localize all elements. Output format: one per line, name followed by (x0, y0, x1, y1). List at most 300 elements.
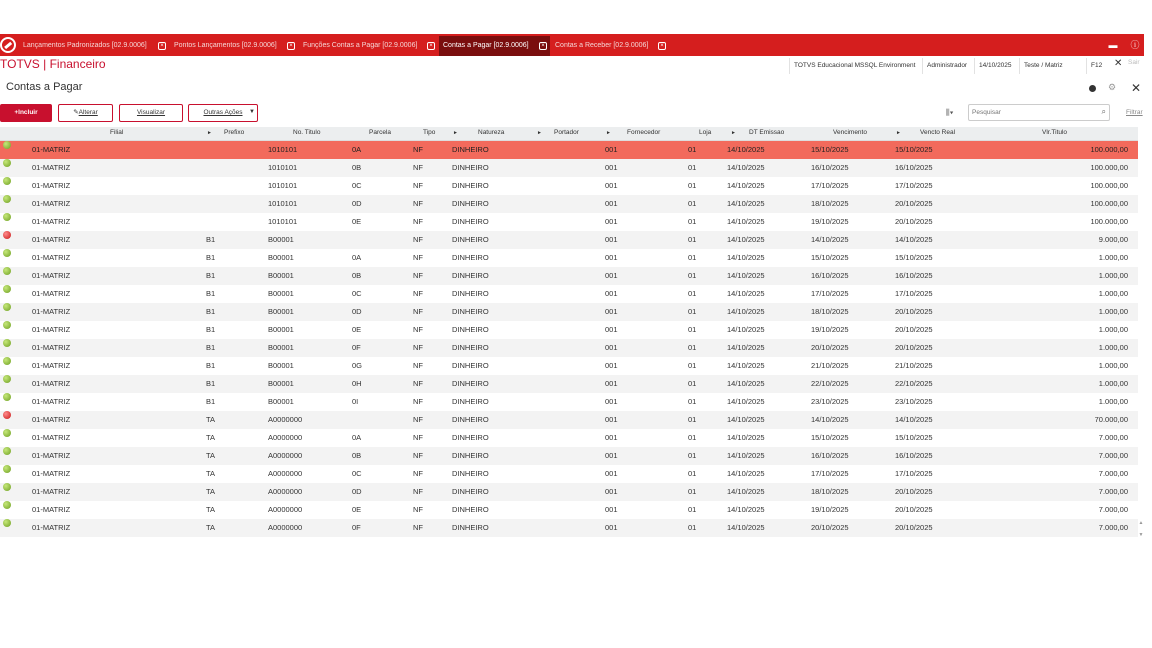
col-header-fornecedor[interactable]: Fornecedor (627, 129, 661, 136)
cell-natureza: DINHEIRO (452, 397, 489, 406)
cell-parcela: 0A (352, 433, 362, 442)
cell-loja: 01 (688, 217, 697, 226)
sort-arrow-icon[interactable]: ► (453, 130, 458, 136)
cell-tipo: NF (413, 145, 423, 154)
scroll-up-icon[interactable]: ▲ (1138, 520, 1144, 526)
cell-tipo: NF (413, 379, 423, 388)
incluir-label: Incluir (18, 109, 38, 116)
cell-emissao: 14/10/2025 (727, 487, 765, 496)
cell-vencto-real: 16/10/2025 (895, 271, 933, 280)
cell-titulo: A0000000 (268, 433, 303, 442)
cell-vencto-real: 17/10/2025 (895, 289, 933, 298)
table-row[interactable] (0, 339, 1138, 357)
cell-vencto-real: 23/10/2025 (895, 397, 933, 406)
cell-titulo: A0000000 (268, 523, 303, 532)
cell-titulo: 1010101 (268, 163, 298, 172)
outras-acoes-label: Outras Ações (203, 109, 243, 116)
message-icon[interactable]: ▬ (1108, 40, 1118, 50)
cell-parcela: 0E (352, 505, 362, 514)
cell-emissao: 14/10/2025 (727, 217, 765, 226)
cell-valor: 1.000,00 (1098, 325, 1128, 334)
cell-parcela: 0E (352, 217, 362, 226)
cell-fornecedor: 001 (605, 379, 618, 388)
cell-natureza: DINHEIRO (452, 415, 489, 424)
cell-fornecedor: 001 (605, 523, 618, 532)
cell-tipo: NF (413, 253, 423, 262)
status-green-icon (3, 393, 11, 401)
cell-tipo: NF (413, 181, 423, 190)
status-environment: TOTVS Educacional MSSQL Environment (789, 58, 919, 74)
table-row[interactable] (0, 357, 1138, 375)
pencil-icon: ✎ (73, 109, 79, 116)
table-row[interactable] (0, 141, 1138, 159)
visualizar-button[interactable] (119, 104, 183, 122)
status-red-icon (3, 411, 11, 419)
cell-fornecedor: 001 (605, 163, 618, 172)
cell-vencimento: 15/10/2025 (811, 253, 849, 262)
table-row[interactable] (0, 213, 1138, 231)
cell-vencimento: 18/10/2025 (811, 307, 849, 316)
cell-loja: 01 (688, 433, 697, 442)
status-green-icon (3, 267, 11, 275)
exit-link[interactable]: Sair (1128, 59, 1140, 66)
tab-contas-a-receber[interactable] (551, 38, 669, 54)
scroll-down-icon[interactable]: ▼ (1138, 532, 1144, 538)
cell-vencto-real: 22/10/2025 (895, 379, 933, 388)
col-header-filial[interactable]: Filial (110, 129, 124, 136)
cell-fornecedor: 001 (605, 289, 618, 298)
table-row[interactable] (0, 465, 1138, 483)
table-row[interactable] (0, 483, 1138, 501)
status-green-icon (3, 429, 11, 437)
cell-filial: 01-MATRIZ (32, 181, 71, 190)
cell-natureza: DINHEIRO (452, 271, 489, 280)
status-green-icon (3, 519, 11, 527)
cell-titulo: B00001 (268, 397, 294, 406)
cell-tipo: NF (413, 199, 423, 208)
cell-filial: 01-MATRIZ (32, 271, 71, 280)
cell-titulo: A0000000 (268, 487, 303, 496)
tab-label: Contas a Pagar [02.9.0006] (443, 42, 529, 49)
cell-vencto-real: 20/10/2025 (895, 199, 933, 208)
cell-parcela: 0C (352, 469, 362, 478)
cell-parcela: 0D (352, 307, 362, 316)
cell-titulo: A0000000 (268, 451, 303, 460)
cell-parcela: 0D (352, 487, 362, 496)
cell-valor: 100.000,00 (1090, 145, 1128, 154)
cell-tipo: NF (413, 217, 423, 226)
cell-valor: 9.000,00 (1098, 235, 1128, 244)
cell-filial: 01-MATRIZ (32, 415, 71, 424)
cell-vencimento: 20/10/2025 (811, 523, 849, 532)
col-header-valor[interactable]: Vlr.Titulo (1042, 129, 1068, 136)
cell-fornecedor: 001 (605, 487, 618, 496)
cell-fornecedor: 001 (605, 433, 618, 442)
gear-icon[interactable]: ⚙ (1108, 82, 1117, 92)
status-green-icon (3, 465, 11, 473)
cell-titulo: B00001 (268, 271, 294, 280)
cell-natureza: DINHEIRO (452, 361, 489, 370)
cell-tipo: NF (413, 325, 423, 334)
grid-body (0, 141, 1138, 537)
cell-titulo: B00001 (268, 307, 294, 316)
cell-natureza: DINHEIRO (452, 325, 489, 334)
cell-titulo: 1010101 (268, 181, 298, 190)
cell-prefixo: B1 (206, 397, 216, 406)
cell-vencto-real: 15/10/2025 (895, 145, 933, 154)
table-row[interactable] (0, 429, 1138, 447)
cell-emissao: 14/10/2025 (727, 145, 765, 154)
cell-tipo: NF (413, 523, 423, 532)
cell-vencto-real: 16/10/2025 (895, 163, 933, 172)
col-header-vencto-real[interactable]: Vencto Real (920, 129, 956, 136)
tab-contas-a-pagar[interactable] (439, 36, 550, 56)
cell-vencto-real: 16/10/2025 (895, 451, 933, 460)
cell-parcela: 0A (352, 145, 362, 154)
cell-tipo: NF (413, 361, 423, 370)
sort-arrow-icon[interactable]: ► (606, 130, 611, 136)
cell-fornecedor: 001 (605, 451, 618, 460)
cell-fornecedor: 001 (605, 199, 618, 208)
help-icon[interactable]: ⓘ (1130, 40, 1140, 50)
cell-emissao: 14/10/2025 (727, 361, 765, 370)
search-input[interactable] (969, 105, 1089, 120)
cell-tipo: NF (413, 451, 423, 460)
cell-valor: 1.000,00 (1098, 343, 1128, 352)
table-row[interactable] (0, 393, 1138, 411)
cell-vencto-real: 21/10/2025 (895, 361, 933, 370)
page-close-icon[interactable]: ✕ (1131, 81, 1142, 95)
cell-emissao: 14/10/2025 (727, 415, 765, 424)
cell-prefixo: TA (206, 415, 216, 424)
cell-titulo: B00001 (268, 343, 294, 352)
cell-filial: 01-MATRIZ (32, 307, 71, 316)
cell-parcela: 0B (352, 451, 362, 460)
outras-acoes-button[interactable] (188, 104, 258, 122)
table-row[interactable] (0, 321, 1138, 339)
table-row[interactable] (0, 501, 1138, 519)
table-row[interactable] (0, 231, 1138, 249)
cell-prefixo: TA (206, 469, 216, 478)
status-green-icon (3, 195, 11, 203)
col-header-natureza[interactable]: Natureza (478, 129, 505, 136)
totvs-logo-icon[interactable] (0, 37, 16, 53)
tab-funcoes-contas-a-pagar[interactable] (299, 38, 438, 54)
cell-prefixo: TA (206, 433, 216, 442)
col-header-portador[interactable]: Portador (554, 129, 579, 136)
status-green-icon (3, 339, 11, 347)
cell-parcela: 0D (352, 199, 362, 208)
cell-valor: 7.000,00 (1098, 451, 1128, 460)
cell-filial: 01-MATRIZ (32, 451, 71, 460)
sort-arrow-icon[interactable]: ► (207, 130, 212, 136)
status-green-icon (3, 357, 11, 365)
cell-tipo: NF (413, 397, 423, 406)
cell-filial: 01-MATRIZ (32, 379, 71, 388)
cell-titulo: B00001 (268, 289, 294, 298)
cell-tipo: NF (413, 235, 423, 244)
cell-emissao: 14/10/2025 (727, 343, 765, 352)
cell-loja: 01 (688, 289, 697, 298)
cell-loja: 01 (688, 415, 697, 424)
cell-titulo: 1010101 (268, 145, 298, 154)
cell-tipo: NF (413, 505, 423, 514)
status-branch[interactable]: Teste / Matriz (1019, 58, 1067, 74)
tab-lancamentos-padronizados[interactable] (19, 38, 169, 54)
cell-emissao: 14/10/2025 (727, 523, 765, 532)
cell-vencimento: 23/10/2025 (811, 397, 849, 406)
incluir-button[interactable] (0, 104, 52, 122)
cell-valor: 1.000,00 (1098, 361, 1128, 370)
cell-filial: 01-MATRIZ (32, 163, 71, 172)
cell-emissao: 14/10/2025 (727, 163, 765, 172)
cell-loja: 01 (688, 361, 697, 370)
cell-fornecedor: 001 (605, 145, 618, 154)
cell-loja: 01 (688, 253, 697, 262)
col-header-prefixo[interactable]: Prefixo (224, 129, 245, 136)
col-header-parcela[interactable]: Parcela (369, 129, 392, 136)
cell-valor: 1.000,00 (1098, 253, 1128, 262)
table-row[interactable] (0, 267, 1138, 285)
cell-valor: 7.000,00 (1098, 487, 1128, 496)
status-green-icon (3, 321, 11, 329)
page-title: Contas a Pagar (6, 81, 83, 93)
tab-label: Pontos Lançamentos [02.9.0006] (174, 42, 277, 49)
cell-vencimento: 18/10/2025 (811, 487, 849, 496)
cell-valor: 1.000,00 (1098, 397, 1128, 406)
cell-filial: 01-MATRIZ (32, 361, 71, 370)
sort-arrow-icon[interactable]: ► (731, 130, 736, 136)
cell-prefixo: B1 (206, 379, 216, 388)
cell-emissao: 14/10/2025 (727, 379, 765, 388)
cell-parcela: 0B (352, 163, 362, 172)
cell-loja: 01 (688, 199, 697, 208)
cell-titulo: B00001 (268, 361, 294, 370)
cell-valor: 70.000,00 (1094, 415, 1128, 424)
col-header-emissao[interactable]: DT Emissao (749, 129, 785, 136)
cell-natureza: DINHEIRO (452, 433, 489, 442)
col-header-tipo[interactable]: Tipo (423, 129, 436, 136)
cell-vencto-real: 20/10/2025 (895, 343, 933, 352)
table-row[interactable] (0, 285, 1138, 303)
table-row[interactable] (0, 519, 1138, 537)
table-row[interactable] (0, 159, 1138, 177)
cell-prefixo: TA (206, 505, 216, 514)
cell-filial: 01-MATRIZ (32, 253, 71, 262)
cell-natureza: DINHEIRO (452, 163, 489, 172)
cell-vencimento: 22/10/2025 (811, 379, 849, 388)
col-header-titulo[interactable]: No. Titulo (293, 129, 321, 136)
cell-loja: 01 (688, 505, 697, 514)
cell-filial: 01-MATRIZ (32, 433, 71, 442)
visualizar-label: Visualizar (136, 109, 166, 116)
search-icon[interactable]: ⌕ (1101, 107, 1106, 116)
app-title: TOTVS | Financeiro (0, 57, 106, 71)
cell-emissao: 14/10/2025 (727, 307, 765, 316)
table-row[interactable] (0, 177, 1138, 195)
status-green-icon (3, 447, 11, 455)
tab-close-icon[interactable]: × (158, 42, 166, 50)
record-indicator-icon (1089, 85, 1096, 92)
cell-fornecedor: 001 (605, 361, 618, 370)
cell-loja: 01 (688, 235, 697, 244)
cell-filial: 01-MATRIZ (32, 235, 71, 244)
cell-loja: 01 (688, 397, 697, 406)
status-green-icon (3, 375, 11, 383)
status-green-icon (3, 159, 11, 167)
cell-fornecedor: 001 (605, 415, 618, 424)
close-icon[interactable]: ✕ (1114, 58, 1123, 69)
table-row[interactable] (0, 447, 1138, 465)
cell-vencimento: 16/10/2025 (811, 451, 849, 460)
cell-vencimento: 16/10/2025 (811, 271, 849, 280)
cell-tipo: NF (413, 271, 423, 280)
cell-tipo: NF (413, 307, 423, 316)
cell-natureza: DINHEIRO (452, 145, 489, 154)
cell-valor: 100.000,00 (1090, 199, 1128, 208)
status-green-icon (3, 141, 11, 149)
cell-natureza: DINHEIRO (452, 505, 489, 514)
cell-valor: 7.000,00 (1098, 469, 1128, 478)
tab-close-icon[interactable]: × (658, 42, 666, 50)
table-row[interactable] (0, 303, 1138, 321)
cell-titulo: A0000000 (268, 505, 303, 514)
status-green-icon (3, 483, 11, 491)
cell-prefixo: B1 (206, 361, 216, 370)
cell-loja: 01 (688, 487, 697, 496)
cell-titulo: 1010101 (268, 217, 298, 226)
table-row[interactable] (0, 249, 1138, 267)
tab-close-icon[interactable]: × (287, 42, 295, 50)
alterar-label: Alterar (78, 109, 98, 116)
col-header-loja[interactable]: Loja (699, 129, 712, 136)
cell-parcela: 0F (352, 523, 361, 532)
cell-titulo: 1010101 (268, 199, 298, 208)
cell-fornecedor: 001 (605, 217, 618, 226)
cell-prefixo: B1 (206, 307, 216, 316)
cell-loja: 01 (688, 307, 697, 316)
cell-loja: 01 (688, 379, 697, 388)
status-green-icon (3, 177, 11, 185)
cell-fornecedor: 001 (605, 325, 618, 334)
tab-close-icon[interactable]: × (539, 42, 547, 50)
cell-parcela: 0G (352, 361, 363, 370)
cell-titulo: A0000000 (268, 469, 303, 478)
cell-loja: 01 (688, 343, 697, 352)
cell-vencimento: 14/10/2025 (811, 235, 849, 244)
cell-fornecedor: 001 (605, 505, 618, 514)
cell-tipo: NF (413, 487, 423, 496)
cell-valor: 1.000,00 (1098, 379, 1128, 388)
sort-arrow-icon[interactable]: ► (896, 130, 901, 136)
cell-vencto-real: 20/10/2025 (895, 487, 933, 496)
cell-fornecedor: 001 (605, 253, 618, 262)
cell-vencimento: 19/10/2025 (811, 217, 849, 226)
status-user[interactable]: Administrador (922, 58, 971, 74)
cell-emissao: 14/10/2025 (727, 397, 765, 406)
cell-vencimento: 14/10/2025 (811, 415, 849, 424)
table-row[interactable] (0, 195, 1138, 213)
cell-natureza: DINHEIRO (452, 217, 489, 226)
cell-titulo: B00001 (268, 379, 294, 388)
cell-vencto-real: 17/10/2025 (895, 469, 933, 478)
cell-tipo: NF (413, 469, 423, 478)
filtrar-link[interactable]: Filtrar (1126, 109, 1143, 116)
cell-parcela: 0B (352, 271, 362, 280)
cell-vencto-real: 20/10/2025 (895, 505, 933, 514)
cell-filial: 01-MATRIZ (32, 523, 71, 532)
cell-natureza: DINHEIRO (452, 343, 489, 352)
cell-vencimento: 19/10/2025 (811, 505, 849, 514)
status-shortcut[interactable]: F12 (1086, 58, 1106, 74)
alterar-button[interactable] (58, 104, 113, 122)
tab-label: Lançamentos Padronizados [02.9.0006] (23, 42, 147, 49)
cell-valor: 7.000,00 (1098, 523, 1128, 532)
cell-filial: 01-MATRIZ (32, 325, 71, 334)
cell-emissao: 14/10/2025 (727, 271, 765, 280)
cell-vencto-real: 14/10/2025 (895, 415, 933, 424)
cell-titulo: B00001 (268, 235, 294, 244)
cell-filial: 01-MATRIZ (32, 145, 71, 154)
cell-loja: 01 (688, 325, 697, 334)
status-date[interactable]: 14/10/2025 (974, 58, 1016, 74)
cell-vencto-real: 20/10/2025 (895, 523, 933, 532)
table-row[interactable] (0, 411, 1138, 429)
cell-fornecedor: 001 (605, 343, 618, 352)
cell-parcela: 0A (352, 253, 362, 262)
tab-label: Contas a Receber [02.9.0006] (555, 42, 649, 49)
grid-scrollbar[interactable] (1138, 520, 1144, 544)
cell-natureza: DINHEIRO (452, 469, 489, 478)
cell-emissao: 14/10/2025 (727, 199, 765, 208)
col-header-vencimento[interactable]: Vencimento (833, 129, 867, 136)
cell-parcela: 0F (352, 343, 361, 352)
tab-pontos-lancamentos[interactable] (170, 38, 298, 54)
cell-vencto-real: 20/10/2025 (895, 325, 933, 334)
search-box[interactable] (968, 104, 1110, 121)
cell-tipo: NF (413, 433, 423, 442)
contas-a-pagar-grid (0, 127, 1138, 537)
cell-tipo: NF (413, 163, 423, 172)
cell-valor: 1.000,00 (1098, 271, 1128, 280)
cell-filial: 01-MATRIZ (32, 343, 71, 352)
cell-emissao: 14/10/2025 (727, 469, 765, 478)
cell-parcela: 0I (352, 397, 359, 406)
cell-vencto-real: 20/10/2025 (895, 217, 933, 226)
tab-close-icon[interactable]: × (427, 42, 435, 50)
cell-prefixo: TA (206, 487, 216, 496)
cell-natureza: DINHEIRO (452, 235, 489, 244)
cell-fornecedor: 001 (605, 397, 618, 406)
column-selector-icon[interactable]: ⫼▾ (946, 108, 954, 117)
table-row[interactable] (0, 375, 1138, 393)
cell-vencimento: 18/10/2025 (811, 199, 849, 208)
cell-vencimento: 17/10/2025 (811, 289, 849, 298)
cell-filial: 01-MATRIZ (32, 505, 71, 514)
cell-vencimento: 19/10/2025 (811, 325, 849, 334)
cell-loja: 01 (688, 145, 697, 154)
cell-emissao: 14/10/2025 (727, 433, 765, 442)
cell-vencto-real: 14/10/2025 (895, 235, 933, 244)
sort-arrow-icon[interactable]: ► (537, 130, 542, 136)
cell-vencimento: 16/10/2025 (811, 163, 849, 172)
cell-natureza: DINHEIRO (452, 379, 489, 388)
status-green-icon (3, 213, 11, 221)
chevron-down-icon: ▼ (249, 109, 255, 115)
cell-valor: 100.000,00 (1090, 163, 1128, 172)
cell-prefixo: TA (206, 523, 216, 532)
cell-tipo: NF (413, 289, 423, 298)
